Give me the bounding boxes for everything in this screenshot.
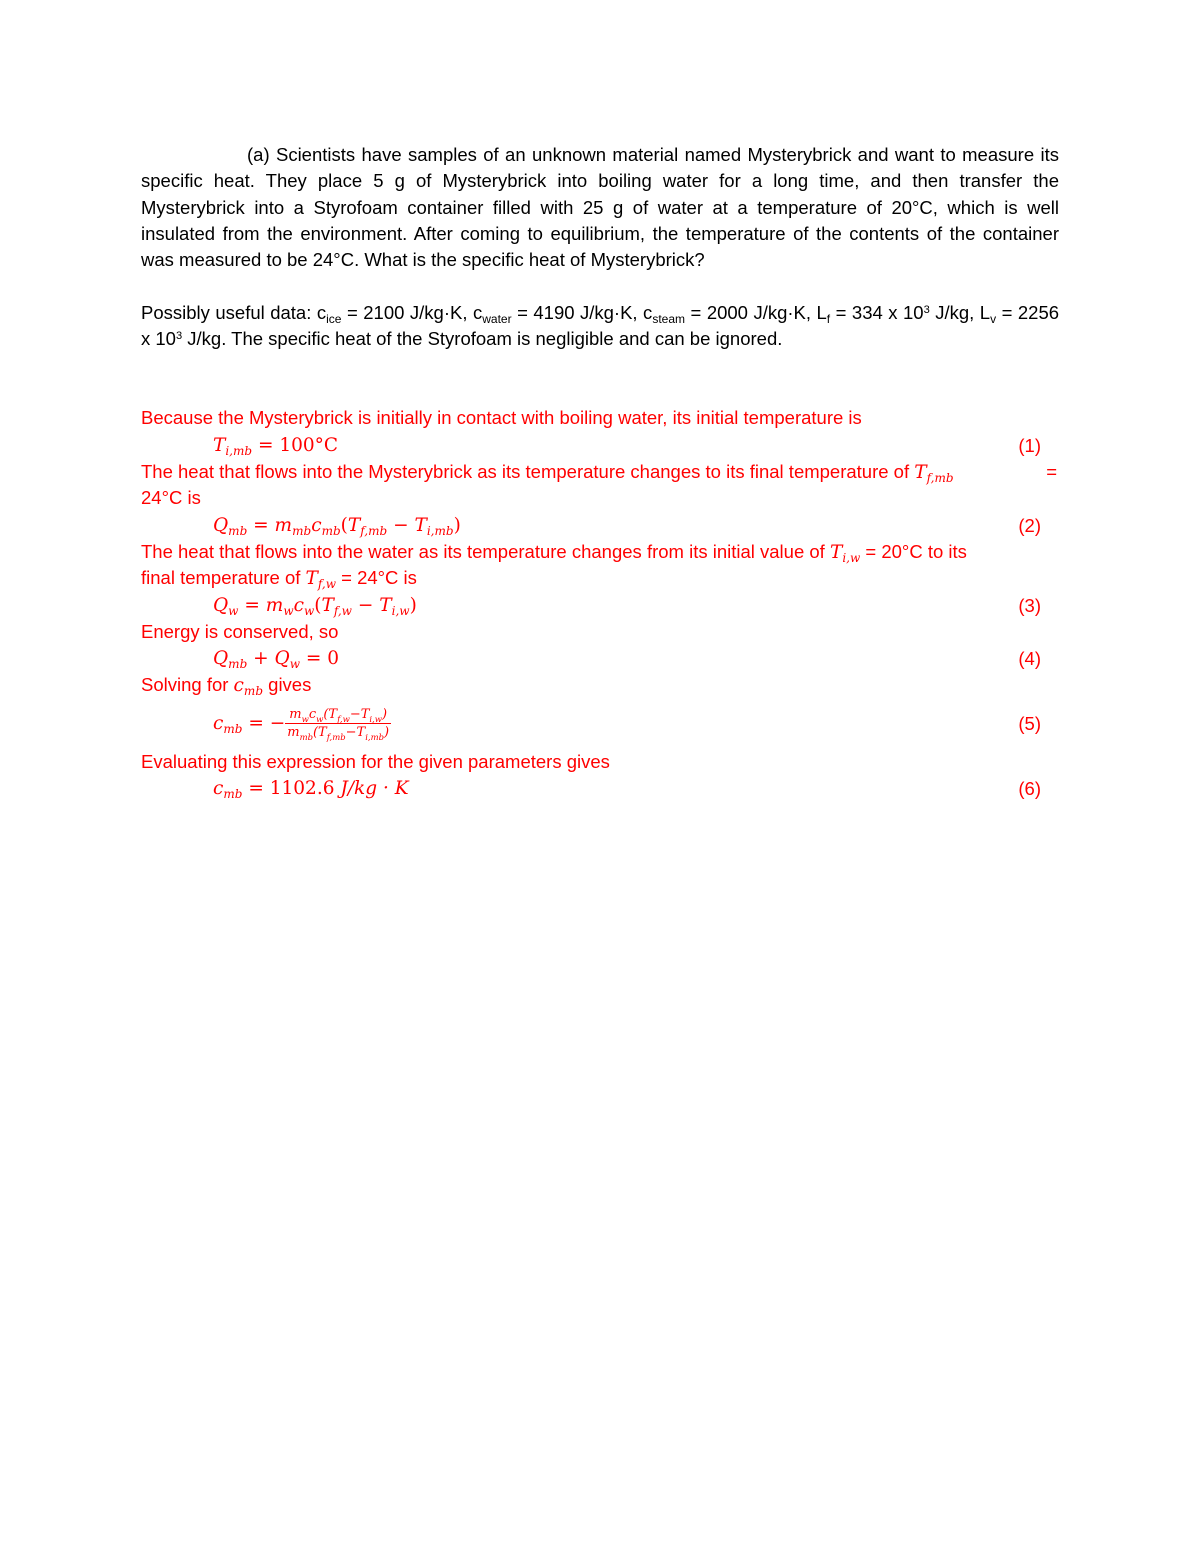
equation-4-number: (4) — [1018, 648, 1041, 669]
equation-5-number: (5) — [1018, 712, 1041, 734]
equation-3-expression: $Q_w = m_wc_w(T_{f,w} - T_{i,w})$ — [213, 594, 417, 618]
useful-data-paragraph: Possibly useful data: $c_{ice} = 2100$ J/kg·K, $c_{water} = 4190$ J/kg·K, $c_{steam} = 2000$ J/kg·K, $L_f = 334$ x $10^3$ J/kg, $L_v = 2256$ x $10^3$ J/kg. The specific heat of the Styrofoam is negligible and can be ignored. — [141, 302, 1060, 350]
solution-text-3b: final temperature of $T_{f,w} = 24^\circ C$ is — [141, 567, 417, 591]
equation-6-expression: $c_{mb} = 1102.6$ J/kg · K — [213, 778, 409, 801]
useful-data — [141, 300, 1059, 353]
equation-5 — [141, 699, 1041, 749]
solution-text-6: Evaluating this expression for the given parameters gives — [141, 750, 610, 772]
equation-4 — [141, 645, 1041, 672]
solution — [141, 405, 1057, 802]
equation-1-expression: $T_{i,mb} = 100^\circ C$ — [213, 434, 339, 458]
equation-4-expression: $Q_{mb} + Q_w = 0$ — [213, 648, 340, 671]
equation-1 — [141, 432, 1041, 459]
equation-5-expression: $c_{mb}$ = − $\frac{m_wc_w(T_{f,w}-T_{i,w})}{m_{mb}(T_{f,mb}-T_{i,mb})}$ — [213, 707, 390, 742]
solution-text-2b: 24°C is — [141, 487, 201, 508]
equation-2-expression: $Q_{mb} = m_{mb}c_{mb}(T_{f,mb} - T_{i,mb})$ — [213, 514, 461, 538]
solution-text-2: The heat that flows into the Mysterybrick as its temperature changes to its final temperature of $T_{f,mb}$ = — [141, 460, 1057, 485]
equation-6 — [141, 775, 1041, 802]
problem-statement — [141, 142, 1059, 273]
solution-text-1: Because the Mysterybrick is initially in contact with boiling water, its initial temperature is — [141, 407, 862, 428]
solution-text-5: Solving for $c_{mb}$ gives — [141, 674, 312, 698]
problem-paragraph: (a) Scientists have samples of an unknown material named Mysterybrick and want to measure its specific heat. They place 5 g of Mysterybrick into boiling water for a long time, and then transfer the Mysterybrick into a Styrofoam container filled with 25 g of water at a temperature of 20°C, which is well insulated from the environment. After coming to equilibrium, the temperature of the contents of the container was measured to be 24°C. What is the specific heat of Mysterybrick? — [141, 144, 1059, 271]
solution-text-4: Energy is conserved, so — [141, 620, 339, 642]
equation-2-number: (2) — [1018, 514, 1041, 536]
equation-3 — [141, 592, 1041, 619]
equation-1-number: (1) — [1018, 434, 1041, 456]
solution-text-3: The heat that flows into the water as its temperature changes from its initial value of $T_{i,w} = 20^\circ C$ to its — [141, 540, 967, 565]
equation-2 — [141, 512, 1041, 539]
equation-3-number: (3) — [1018, 594, 1041, 616]
equation-6-number: (6) — [1018, 778, 1041, 799]
